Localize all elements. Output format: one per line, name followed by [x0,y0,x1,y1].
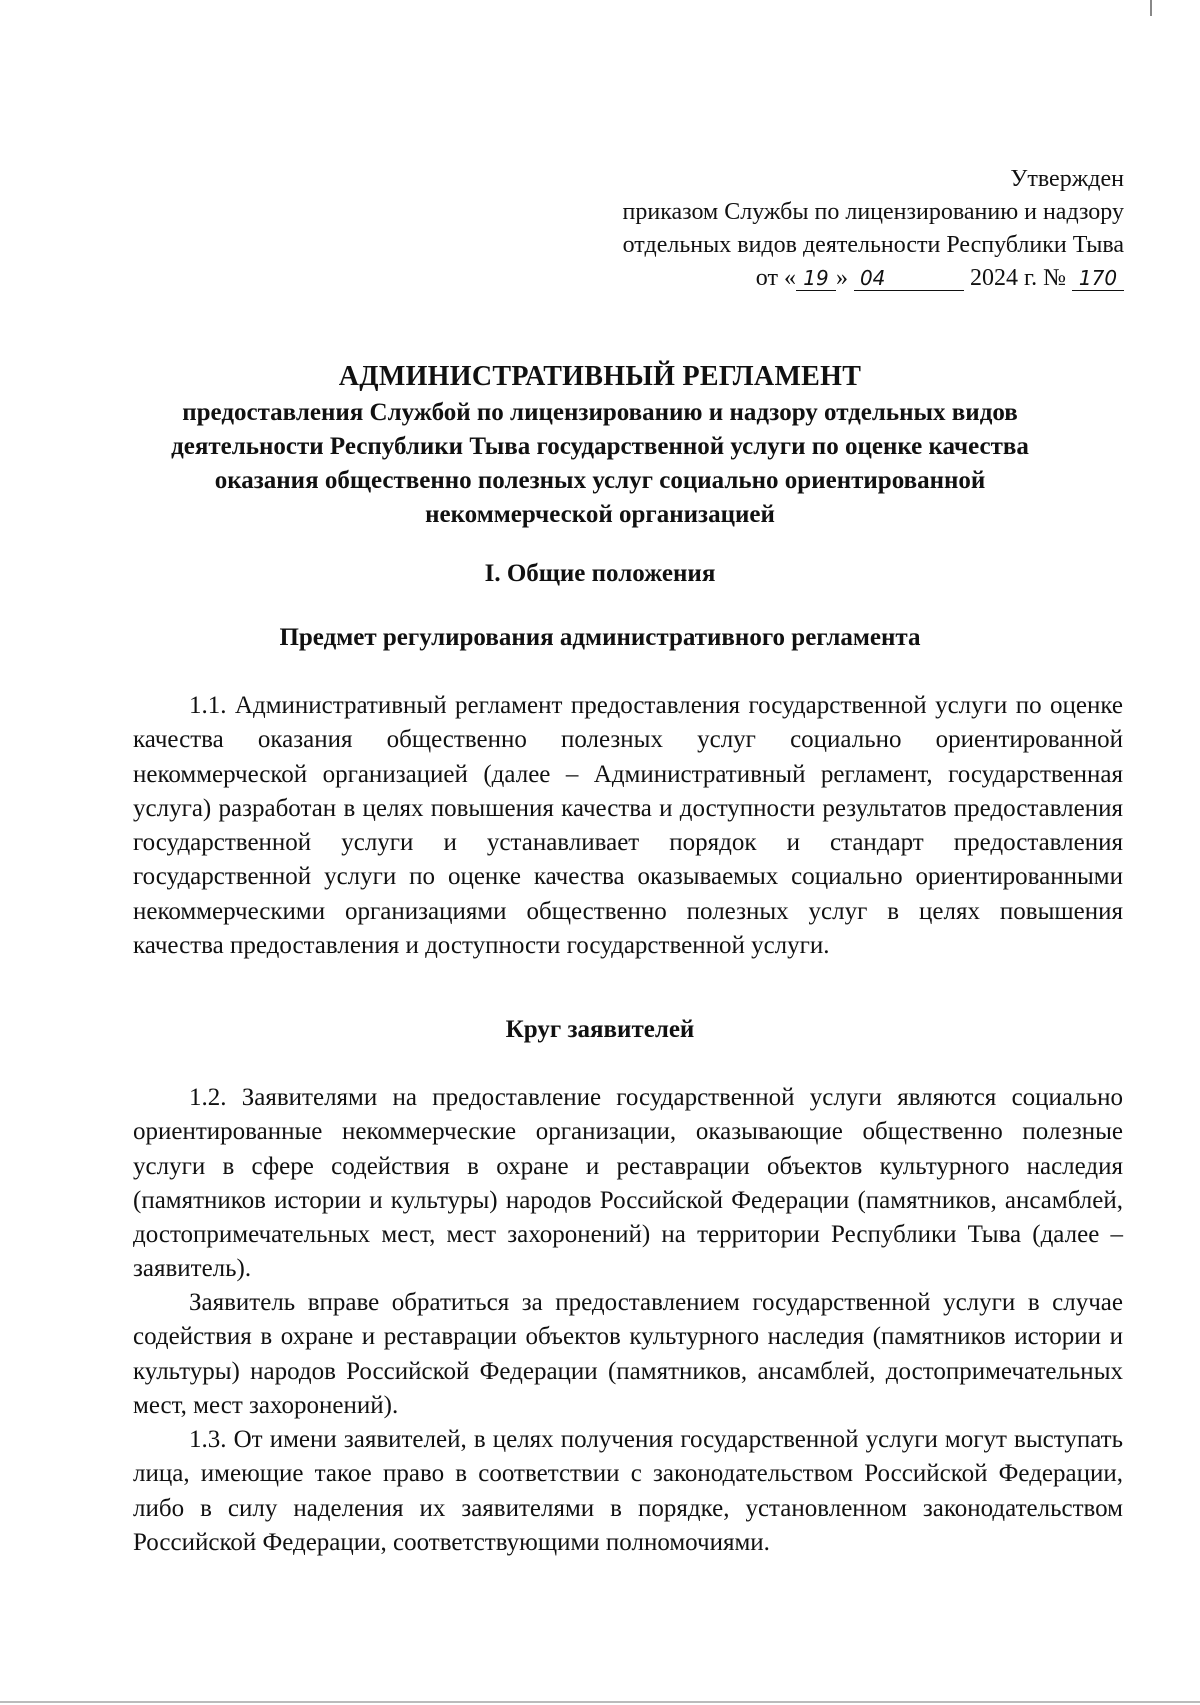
date-prefix: от « [755,265,796,291]
approval-date-line [564,262,1124,295]
date-month-handwritten: 04 [854,266,964,291]
date-day-handwritten: 19 [796,266,836,291]
document-title: АДМИНИСТРАТИВНЫЙ РЕГЛАМЕНТ [338,361,862,392]
document-subtitle: предоставления Службой по лицензированию и надзору отдельных видов деятельности Республики Тыва государственной услуги по оценке качества оказания общественно полезных услуг социально ориентированной некоммерческой организацией [171,399,1029,528]
date-year: 2024 г. № [969,265,1066,291]
paragraph-1-3: 1.3. От имени заявителей, в целях получения государственной услуги могут выступать лица, имеющие такое право в соответствии с законодательством Российской Федерации, либо в силу наделения их заявителями в порядке, установленном законодательством Российской Федерации, соответствующими полномочиями. [133,1426,1123,1556]
subsection-heading-applicants: Круг заявителей [505,1016,695,1043]
paragraph-1-1: 1.1. Административный регламент предоставления государственной услуги по оценке качества оказания общественно полезных услуг социально ориентированной некоммерческой организацией (далее – Административный регламент, государственная услуга) разработан в целях повышения качества и доступности результатов предоставления государственной услуги и устанавливает порядок и стандарт предоставления государственной услуги по оценке качества оказываемых социально ориентированными некоммерческими организациями общественно полезных услуг в целях повышения качества предоставления и доступности государственной услуги. [133,692,1123,960]
document-title-block [130,360,1070,532]
subsection-heading-subject: Предмет регулирования административного регламента [279,624,921,651]
scan-mark [1150,0,1152,16]
approval-line-1: Утвержден [1010,166,1124,192]
order-number-handwritten: 170 [1072,266,1124,291]
approval-stamp [564,163,1124,295]
scan-edge-line [0,1701,1200,1703]
section-heading: I. Общие положения [484,560,716,587]
paragraph-1-2: 1.2. Заявителями на предоставление государственной услуги являются социально ориентированные некоммерческие организации, оказывающие общественно полезные услуги в сфере содействия в охране и реставрации объектов культурного наследия (памятников истории и культуры) народов Российской Федерации (памятников, ансамблей, достопримечательных мест, мест захоронений) на территории Республики Тыва (далее – заявитель). [133,1084,1123,1283]
approval-line-2: приказом Службы по лицензированию и надзору [622,199,1124,225]
date-close: » [835,265,848,291]
paragraph-applicant-right: Заявитель вправе обратиться за предоставлением государственной услуги в случае содействия в охране и реставрации объектов культурного наследия (памятников истории и культуры) народов Российской Федерации (памятников, ансамблей, достопримечательных мест, мест захоронений). [133,1289,1123,1419]
approval-line-3: отдельных видов деятельности Республики Тыва [622,232,1124,258]
